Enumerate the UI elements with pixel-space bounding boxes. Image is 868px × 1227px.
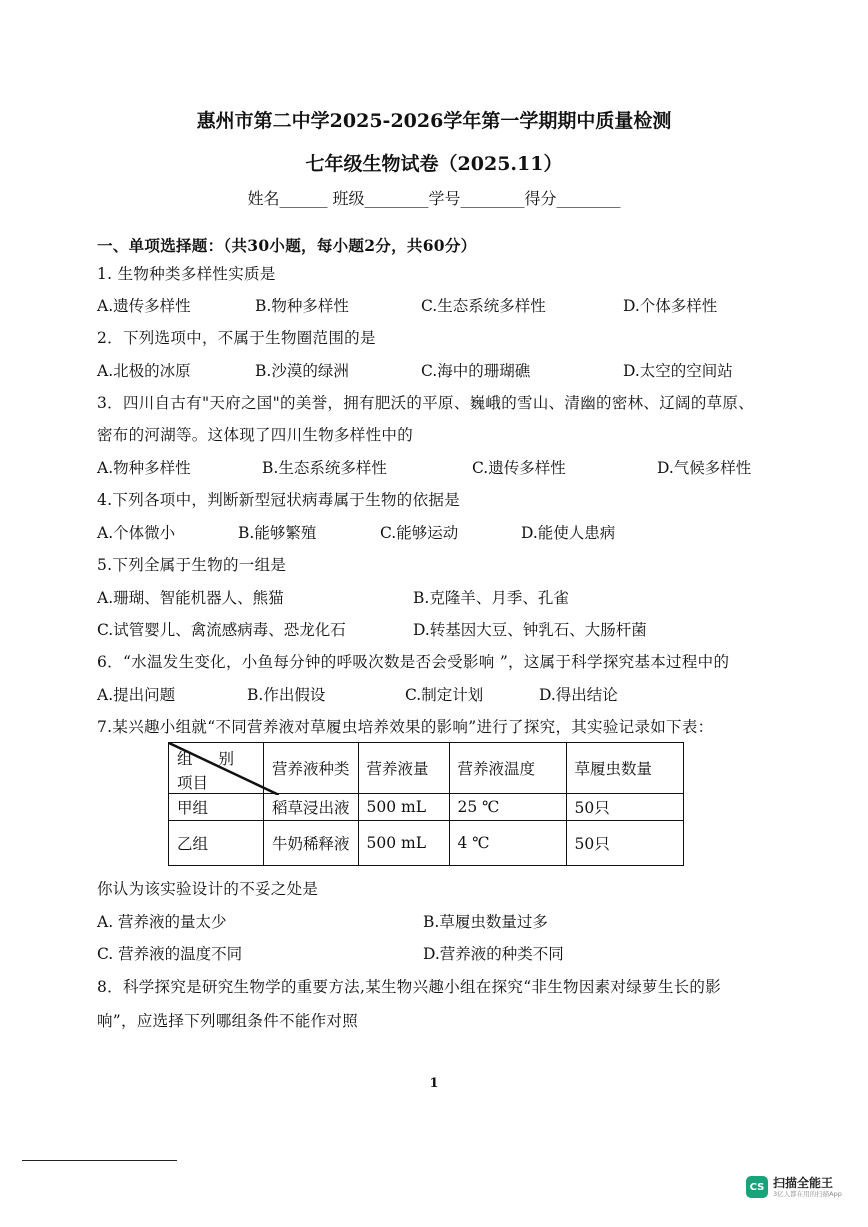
table-header-cell: 营养液种类 xyxy=(264,743,359,794)
question-3-stem-continued: 密布的河湖等。这体现了四川生物多样性中的 xyxy=(97,426,414,444)
table-cell: 500 mL xyxy=(358,821,449,866)
question-4-stem: 4.下列各项中，判断新型冠状病毒属于生物的依据是 xyxy=(97,491,460,509)
table-row xyxy=(169,821,684,866)
question-7-option-a: A. 营养液的量太少 xyxy=(97,913,227,931)
section-heading: 一、单项选择题：（共30小题，每小题2分，共60分） xyxy=(97,236,477,255)
question-2-option-d: D.太空的空间站 xyxy=(623,362,733,380)
scanner-tagline: 3亿人都在用的扫描App xyxy=(773,1189,842,1198)
question-1-option-d: D.个体多样性 xyxy=(623,297,718,315)
table-cell: 4 ℃ xyxy=(449,821,566,866)
table-cell: 甲组 xyxy=(169,794,264,821)
question-2-stem: 2．下列选项中，不属于生物圈范围的是 xyxy=(97,329,376,347)
question-2-option-b: B.沙漠的绿洲 xyxy=(255,362,349,380)
question-5-option-b: B.克隆羊、月季、孔雀 xyxy=(413,589,569,607)
question-8-stem: 8．科学探究是研究生物学的重要方法,某生物兴趣小组在探究“非生物因素对绿萝生长的影 xyxy=(97,978,722,996)
question-4-option-c: C.能够运动 xyxy=(380,524,459,542)
question-7-option-d: D.营养液的种类不同 xyxy=(423,945,564,963)
table-cell: 25 ℃ xyxy=(449,794,566,821)
question-1-option-a: A.遗传多样性 xyxy=(97,297,191,315)
question-3-option-a: A.物种多样性 xyxy=(97,459,191,477)
question-3-option-b: B.生态系统多样性 xyxy=(262,459,387,477)
question-4-option-b: B.能够繁殖 xyxy=(238,524,317,542)
table-cell: 乙组 xyxy=(169,821,264,866)
question-5-option-d: D.转基因大豆、钟乳石、大肠杆菌 xyxy=(413,621,647,639)
camscanner-logo-icon: CS xyxy=(746,1176,768,1198)
table-cell: 500 mL xyxy=(358,794,449,821)
question-1-option-c: C.生态系统多样性 xyxy=(421,297,546,315)
exam-subtitle: 七年级生物试卷（2025.11） xyxy=(305,153,563,175)
question-7-option-b: B.草履虫数量过多 xyxy=(423,913,548,931)
question-2-option-a: A.北极的冰原 xyxy=(97,362,191,380)
table-cell: 50只 xyxy=(566,794,683,821)
scanner-watermark xyxy=(746,1176,842,1198)
table-cell: 50只 xyxy=(566,821,683,866)
page-number: 1 xyxy=(429,1076,439,1091)
question-8-stem-continued: 响”，应选择下列哪组条件不能作对照 xyxy=(97,1012,359,1030)
question-7-stem: 7.某兴趣小组就“不同营养液对草履虫培养效果的影响”进行了探究，其实验记录如下表： xyxy=(97,718,714,736)
question-6-stem: 6．“水温发生变化，小鱼每分钟的呼吸次数是否会受影响 ”，这属于科学探究基本过程中的 xyxy=(97,653,730,671)
question-6-option-d: D.得出结论 xyxy=(539,686,618,704)
table-row xyxy=(169,794,684,821)
footnote-divider xyxy=(22,1160,177,1161)
question-3-option-c: C.遗传多样性 xyxy=(472,459,566,477)
question-5-stem: 5.下列全属于生物的一组是 xyxy=(97,556,287,574)
question-4-option-a: A.个体微小 xyxy=(97,524,176,542)
question-1-option-b: B.物种多样性 xyxy=(255,297,349,315)
question-4-option-d: D.能使人患病 xyxy=(521,524,616,542)
corner-label-group: 组别 xyxy=(177,750,261,768)
table-header-cell: 营养液量 xyxy=(358,743,449,794)
table-header-cell: 营养液温度 xyxy=(449,743,566,794)
table-header-row xyxy=(169,743,684,794)
question-2-option-c: C.海中的珊瑚礁 xyxy=(421,362,531,380)
question-1-stem: 1. 生物种类多样性实质是 xyxy=(97,265,276,283)
corner-label-item: 项目 xyxy=(177,774,209,792)
question-6-option-c: C.制定计划 xyxy=(405,686,484,704)
question-6-option-b: B.作出假设 xyxy=(247,686,326,704)
question-5-option-c: C.试管婴儿、禽流感病毒、恐龙化石 xyxy=(97,621,346,639)
table-cell: 牛奶稀释液 xyxy=(264,821,359,866)
student-info-line: 姓名______ 班级________学号________得分________ xyxy=(247,189,621,208)
exam-title: 惠州市第二中学2025-2026学年第一学期期中质量检测 xyxy=(196,110,672,132)
scanner-app-name: 扫描全能王 xyxy=(773,1175,834,1190)
question-3-option-d: D.气候多样性 xyxy=(657,459,752,477)
question-7-option-c: C. 营养液的温度不同 xyxy=(97,945,243,963)
table-header-cell: 草履虫数量 xyxy=(566,743,683,794)
question-3-stem: 3．四川自古有"天府之国"的美誉，拥有肥沃的平原、巍峨的雪山、清幽的密林、辽阔的草原、 xyxy=(97,394,755,412)
question-6-option-a: A.提出问题 xyxy=(97,686,176,704)
table-corner-cell xyxy=(169,743,264,794)
question-5-option-a: A.珊瑚、智能机器人、熊猫 xyxy=(97,589,284,607)
experiment-table xyxy=(168,742,684,866)
question-7-prompt: 你认为该实验设计的不妥之处是 xyxy=(97,880,319,898)
table-cell: 稻草浸出液 xyxy=(264,794,359,821)
